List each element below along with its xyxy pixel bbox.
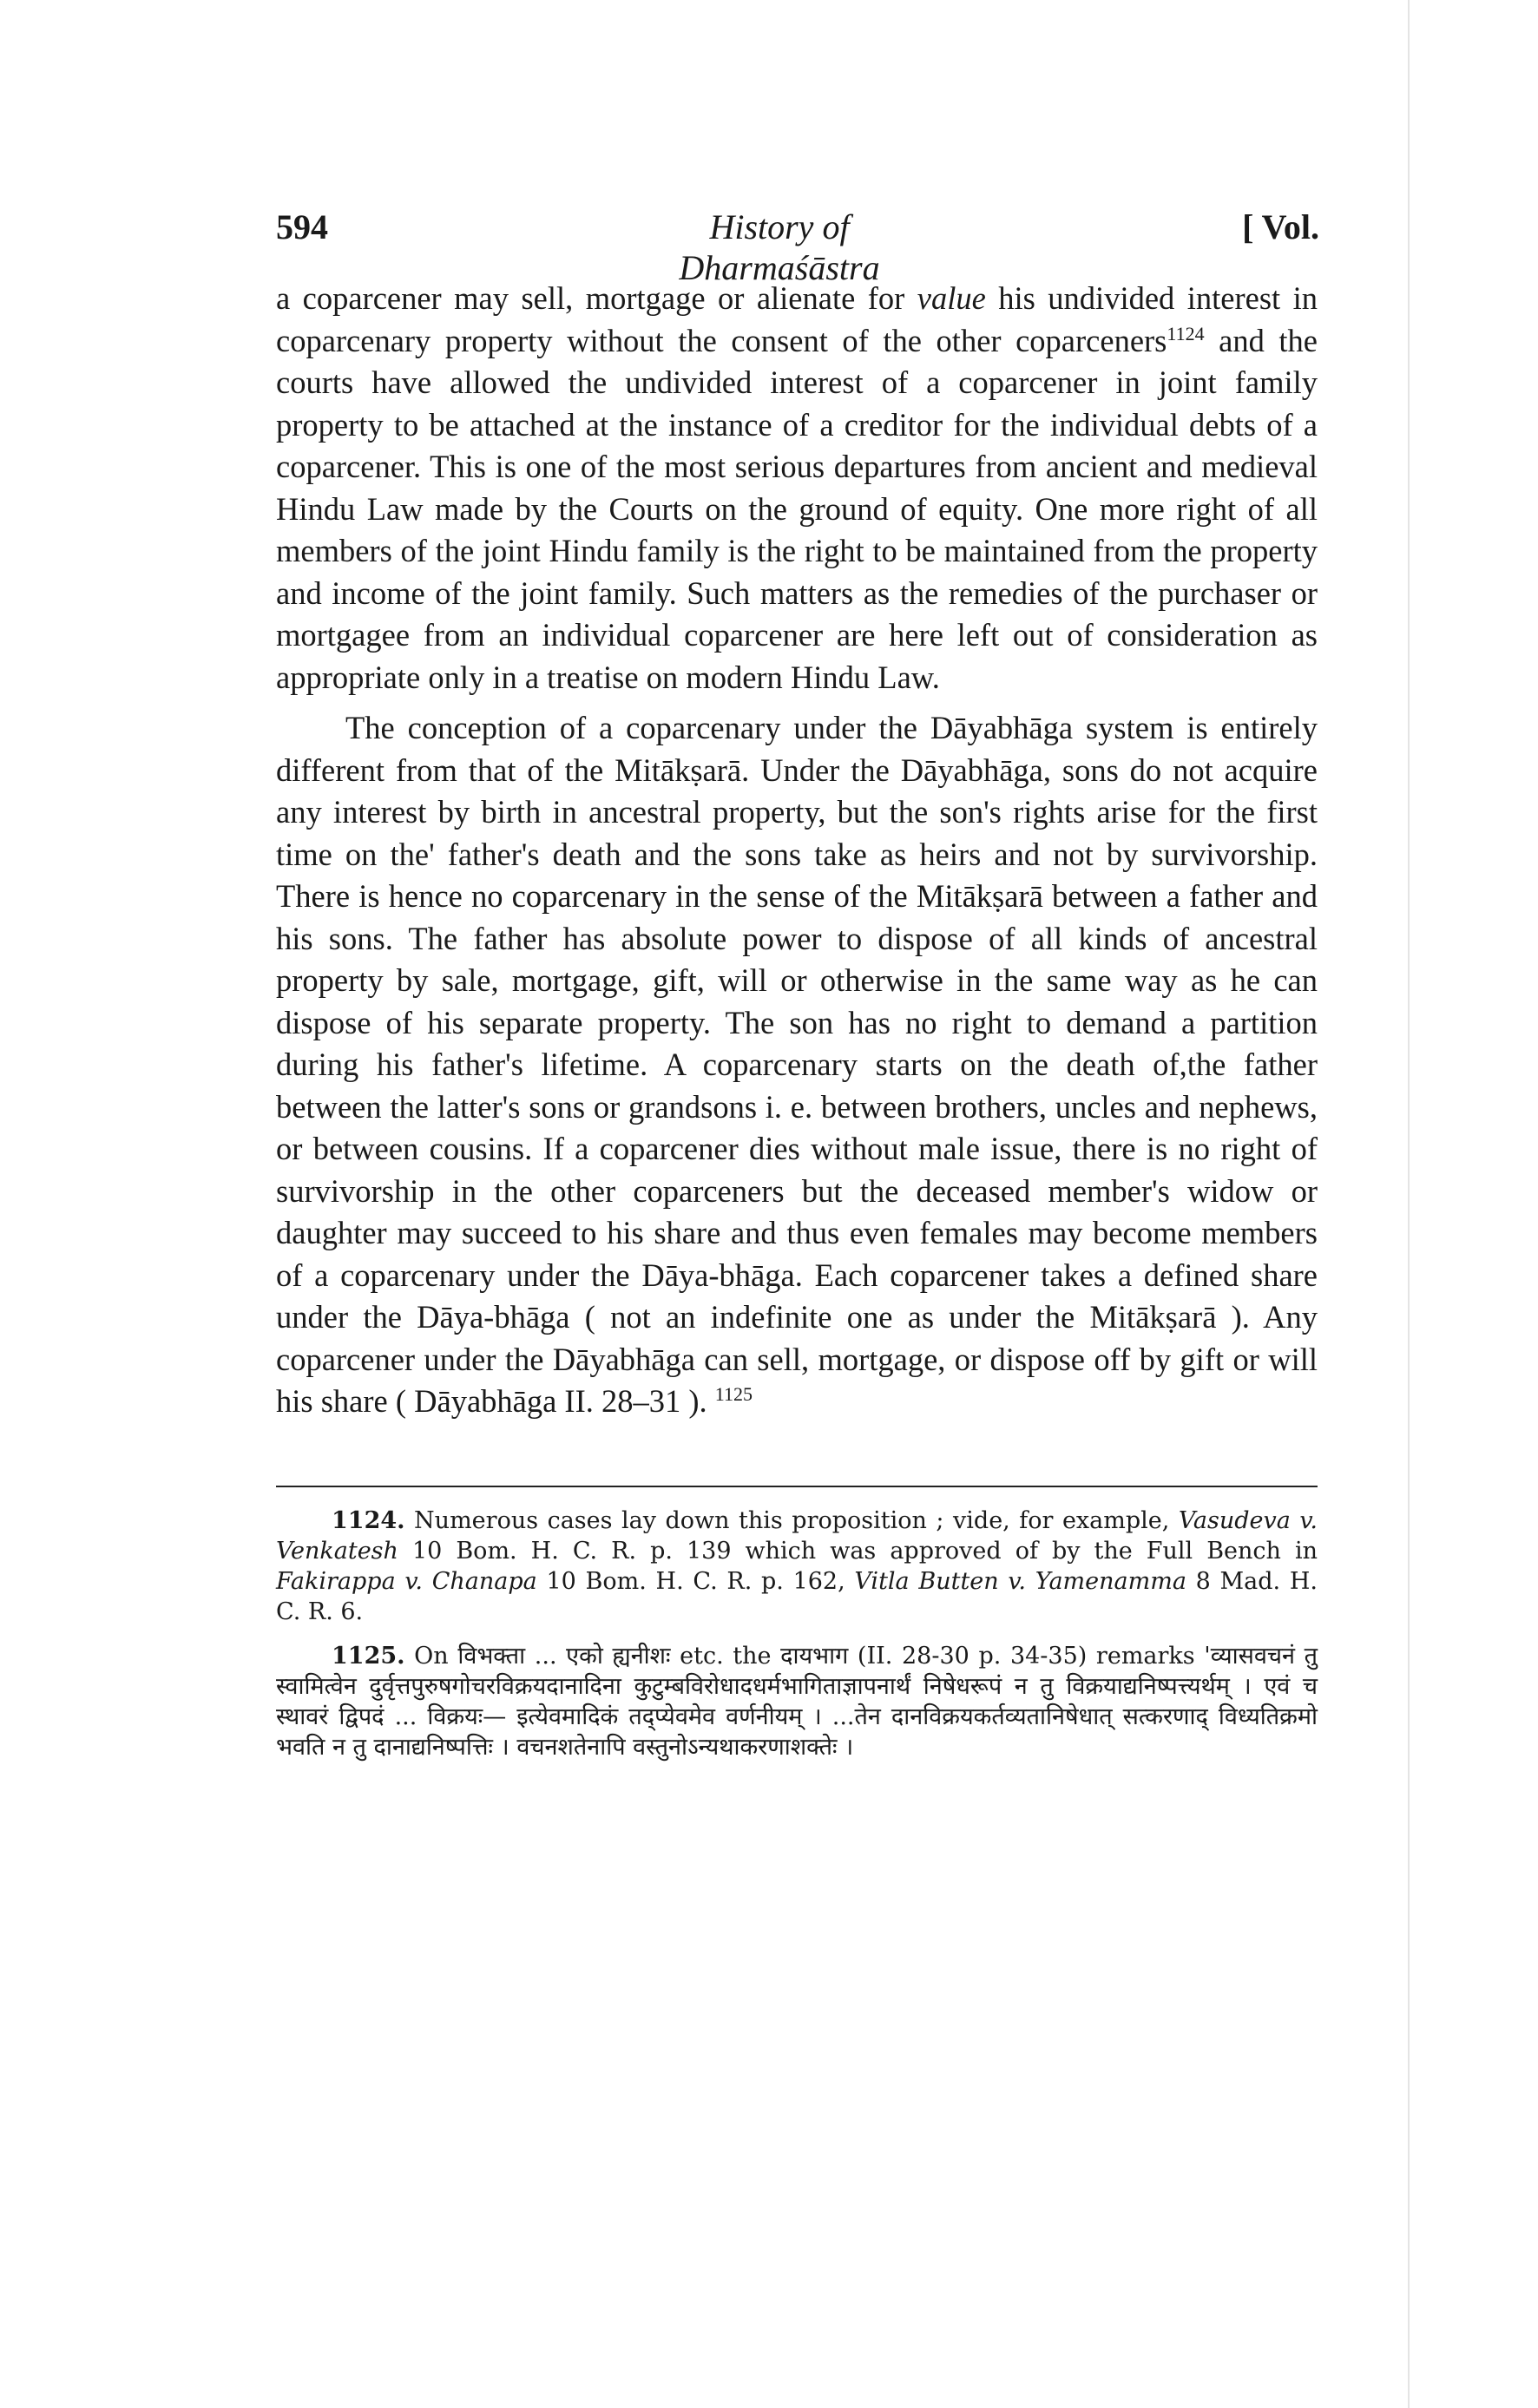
paragraph-2-text: The conception of a coparcenary under the Dāyabhāga system is entirely different from that of the Mitākṣarā. Under the Dāyabhāga, sons do not acquire any interest by birth in ancestral property, but the son's rights arise for the first time on the' father's death and the sons take as heirs and not by survivorship. There is hence no coparcenary in the sense of the Mitākṣarā between a father and his sons. The father has absolute power to dispose of all kinds of ancestral property by sale, mortgage, gift, will or otherwise in the same way as he can dispose of his separate property. The son has no right to demand a partition during his father's lifetime. A coparcenary starts on the death of,the father between the latter's sons or grandsons i. e. between brothers, uncles and nephews, or between cousins. If a coparcener dies without male issue, there is no right of survivorship in the other coparceners but the deceased member's widow or daughter may succeed to his share and thus even females may become members of a coparcenary under the Dāya-bhāga. Each coparcener takes a defined share under the Dāya-bhāga ( not an indefinite one as under the Mitākṣarā ). Any coparcener under the Dāyabhāga can sell, mortgage, or dispose off by gift or will his share ( Dāyabhāga II. 28–31 ). bbox=[276, 710, 1318, 1419]
footnote-1124-text-c: 10 Bom. H. C. R. p. 162, bbox=[536, 1568, 855, 1595]
footnote-1124-text-b: 10 Bom. H. C. R. p. 139 which was approved of by the Full Bench in bbox=[398, 1538, 1318, 1565]
footnote-case-2: Fakirappa v. Chanapa bbox=[276, 1568, 537, 1595]
footnote-1124-text-d: 8 Mad. H. C. R. 6. bbox=[276, 1568, 1318, 1625]
footnotes bbox=[276, 1506, 1318, 1762]
page-number: 594 bbox=[276, 207, 328, 246]
page-header bbox=[276, 207, 1319, 287]
footnote-case-3: Vitla Butten v. Yamenamma bbox=[854, 1568, 1186, 1595]
footnote-mark-1125: 1125. bbox=[332, 1643, 405, 1670]
footnote-divider bbox=[276, 1486, 1318, 1487]
paragraph-1-text-a: a coparcener may sell, mortgage or alienate for bbox=[276, 280, 917, 316]
footnote-ref-1124[interactable]: 1124 bbox=[1167, 322, 1205, 344]
footnote-mark-1124: 1124. bbox=[332, 1507, 405, 1534]
paragraph-1-text-b: his undivided interest in coparcenary property without the consent of the other coparceners bbox=[276, 280, 1318, 358]
footnote-ref-1125[interactable]: 1125 bbox=[714, 1382, 753, 1405]
footnote-case-1: Vasudeva v. Venkatesh bbox=[276, 1507, 1318, 1565]
footnote-1124 bbox=[276, 1506, 1318, 1627]
paragraph-1-text-c: and the courts have allowed the undivided interest of a coparcener in joint family property to be attached at the instance of a creditor for the individual debts of a coparcener. This is one of the most serious departures from ancient and medieval Hindu Law made by the Courts on the ground of equity. One more right of all members of the joint Hindu family is the right to be maintained from the property and income of the joint family. Such matters as the remedies of the purchaser or mortgagee from an individual coparcener are here left out of consideration as appropriate only in a treatise on modern Hindu Law. bbox=[276, 322, 1318, 695]
paragraph-1 bbox=[276, 278, 1318, 699]
page-edge-line bbox=[1408, 0, 1410, 2408]
footnote-1125-text: On विभक्ता ... एको ह्यनीशः etc. the दायभाग (II. 28-30 p. 34-35) remarks 'व्यासवचनं तु स्वामित्वेन दुर्वृत्तपुरुषगोचरविक्रयदानादिना कुटुम्बविरोधादधर्मभागिताज्ञापनार्थं निषेधरूपं न तु विक्रयाद्यनिष्पत्त्यर्थम् । एवं च स्थावरं द्विपदं ... विक्रयः— इत्येवमादिकं तद्‍प्येवमेव वर्णनीयम् । ...तेन दानविक्रयकर्तव्यतानिषेधात् सत्करणाद् विध्यतिक्रमो भवति न तु दानाद्यनिष्पत्तिः । वचनशतेनापि वस्तुनोऽन्यथाकरणाशक्तेः । bbox=[276, 1643, 1318, 1761]
footnote-1124-text-a: Numerous cases lay down this proposition ; vide, for example, bbox=[404, 1507, 1179, 1534]
paragraph-1-emphasis: value bbox=[917, 280, 986, 316]
paragraph-2 bbox=[276, 707, 1318, 1423]
running-title: History of Dharmaśāstra bbox=[679, 207, 880, 287]
body-text bbox=[276, 278, 1318, 1423]
footnote-1125 bbox=[276, 1641, 1318, 1762]
volume-label: [ Vol. bbox=[1242, 207, 1319, 246]
